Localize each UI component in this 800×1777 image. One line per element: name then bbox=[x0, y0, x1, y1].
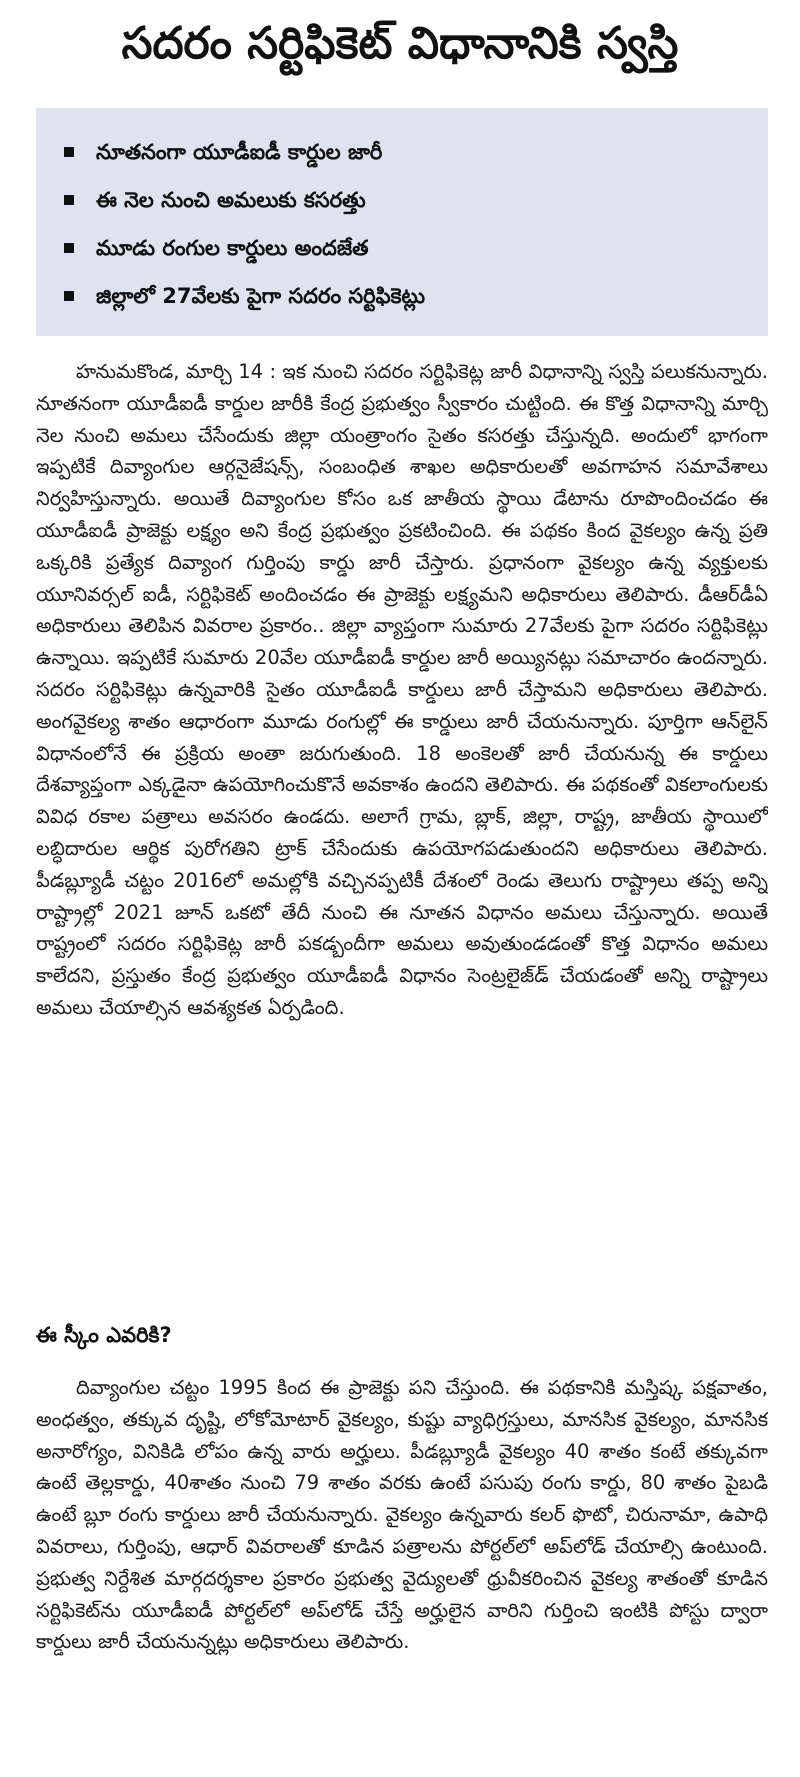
highlight-text: మూడు రంగుల కార్డులు అందజేత bbox=[96, 236, 369, 260]
square-bullet-icon bbox=[64, 195, 74, 205]
highlight-text: జిల్లాలో 27వేలకు పైగా సదరం సర్టిఫికెట్లు bbox=[96, 284, 425, 308]
square-bullet-icon bbox=[64, 147, 74, 157]
article-body-paragraph: దివ్యాంగుల చట్టం 1995 కింద ఈ ప్రాజెక్టు పని చేస్తుంది. ఈ పథకానికి మస్తిష్క పక్షవాతం, అంధత్వం, తక్కువ దృష్టి, లోకోమోటార్ వైకల్యం, కుష్టు వ్యాధిగ్రస్తులు, మానసిక వైకల్యం, మానసిక అనారోగ్యం, వినికిడి లోపం ఉన్న వారు అర్హులు. పీడబ్ల్యూడీ వైకల్యం 40 శాతం కంటే తక్కువగా ఉంటే తెల్లకార్డు, 40శాతం నుంచి 79 శాతం వరకు ఉంటే పసుపు రంగు కార్డు, 80 శాతం పైబడి ఉంటే బ్లూ రంగు కార్డులు జారీ చేయనున్నారు. వైకల్యం ఉన్నవారు కలర్ ఫొటో, చిరునామా, ఉపాధి వివరాలు, గుర్తింపు, ఆధార్ వివరాలతో కూడిన పత్రాలను పోర్టల్‌లో అప్‌లోడ్ చేయాల్సి ఉంటుంది. ప్రభుత్వ నిర్దేశిత మార్గదర్శకాల ప్రకారం ప్రభుత్వ వైద్యులతో ధ్రువీకరించిన వైకల్య శాతంతో కూడిన సర్టిఫికెట్‌ను యూడీఐడీ పోర్టల్‌లో అప్‌లోడ్ చేస్తే అర్హులైన వారిని గుర్తించి ఇంటికి పోస్టు ద్వారా కార్డులు జారీ చేయనున్నట్లు అధికారులు తెలిపారు. bbox=[36, 1376, 768, 1654]
square-bullet-icon bbox=[64, 243, 74, 253]
highlight-text: ఈ నెల నుంచి అమలుకు కసరత్తు bbox=[96, 188, 366, 212]
highlights-box bbox=[36, 108, 768, 336]
highlight-text: నూతనంగా యూడీఐడీ కార్డుల జారీ bbox=[96, 140, 383, 164]
highlight-item bbox=[64, 176, 768, 224]
article-subheading: ఈ స్కీం ఎవరికి? bbox=[36, 1323, 172, 1347]
article-headline: సదరం సర్టిఫికెట్ విధానానికి స్వస్తి bbox=[121, 18, 679, 69]
article-body-paragraph: హనుమకొండ, మార్చి 14 : ఇక నుంచి సదరం సర్టిఫికెట్ల జారీ విధానాన్ని స్వస్తి పలుకనున్నారు. నూతనంగా యూడీఐడీ కార్డుల జారీకి కేంద్ర ప్రభుత్వం స్వీకారం చుట్టింది. ఈ కొత్త విధానాన్ని మార్చి నెల నుంచి అమలు చేసేందుకు జిల్లా యంత్రాంగం సైతం కసరత్తు చేస్తున్నది. అందులో భాగంగా ఇప్పటికే దివ్యాంగుల ఆర్గనైజేషన్స్, సంబంధిత శాఖల అధికారులతో అవగాహన సమావేశాలు నిర్వహిస్తున్నారు. అయితే దివ్యాంగుల కోసం ఒక జాతీయ స్థాయి డేటాను రూపొందించడం ఈ యూడీఐడీ ప్రాజెక్టు లక్ష్యం అని కేంద్ర ప్రభుత్వం ప్రకటించింది. ఈ పథకం కింద వైకల్యం ఉన్న ప్రతి ఒక్కరికి ప్రత్యేక దివ్యాంగ గుర్తింపు కార్డు జారీ చేస్తారు. ప్రధానంగా వైకల్యం ఉన్న వ్యక్తులకు యూనివర్సల్ ఐడీ, సర్టిఫికెట్ అందించడం ఈ ప్రాజెక్టు లక్ష్యమని అధికారులు తెలిపారు. డీఆర్‌డీఏ అధికారులు తెలిపిన వివరాల ప్రకారం.. జిల్లా వ్యాప్తంగా సుమారు 27వేలకు పైగా సదరం సర్టిఫికెట్లు ఉన్నాయి. ఇప్పటికే సుమారు 20వేల యూడీఐడీ కార్డుల జారీ అయ్యినట్లు సమాచారం ఉందన్నారు. సదరం సర్టిఫికెట్లు ఉన్నవారికి సైతం యూడీఐడీ కార్డులు జారీ చేస్తామని అధికారులు తెలిపారు. అంగవైకల్య శాతం ఆధారంగా మూడు రంగుల్లో ఈ కార్డులు జారీ చేయనున్నారు. పూర్తిగా ఆన్‌లైన్ విధానంలోనే ఈ ప్రక్రియ అంతా జరుగుతుంది. 18 అంకెలతో జారీ చేయనున్న ఈ కార్డులు దేశవ్యాప్తంగా ఎక్కడైనా ఉపయోగించుకొనే అవకాశం ఉందని తెలిపారు. ఈ పథకంతో వికలాంగులకు వివిధ రకాల పత్రాలు అవసరం ఉండదు. అలాగే గ్రామ, బ్లాక్, జిల్లా, రాష్ట్ర, జాతీయ స్థాయిలో లబ్ధిదారుల ఆర్థిక పురోగతిని ట్రాక్ చేసేందుకు ఉపయోగపడుతుందని అధికారులు తెలిపారు. పీడబ్ల్యూడీ చట్టం 2016లో అమల్లోకి వచ్చినప్పటికీ దేశంలో రెండు తెలుగు రాష్ట్రాలు తప్ప అన్ని రాష్ట్రాల్లో 2021 జూన్ ఒకటో తేదీ నుంచి ఈ నూతన విధానం అమలు చేస్తున్నారు. అయితే రాష్ట్రంలో సదరం సర్టిఫికెట్ల జారీ పకడ్బందీగా అమలు అవుతుండడంతో కొత్త విధానం అమలు కాలేదని, ప్రస్తుతం కేంద్ర ప్రభుత్వం యూడీఐడీ విధానం సెంట్రలైజ్‌డ్ చేయడంతో అన్ని రాష్ట్రాలు అమలు చేయాల్సిన ఆవశ్యకత ఏర్పడింది. bbox=[36, 360, 768, 1019]
highlight-item bbox=[64, 224, 768, 272]
square-bullet-icon bbox=[64, 291, 74, 301]
highlight-item bbox=[64, 272, 768, 320]
highlight-item bbox=[64, 128, 768, 176]
